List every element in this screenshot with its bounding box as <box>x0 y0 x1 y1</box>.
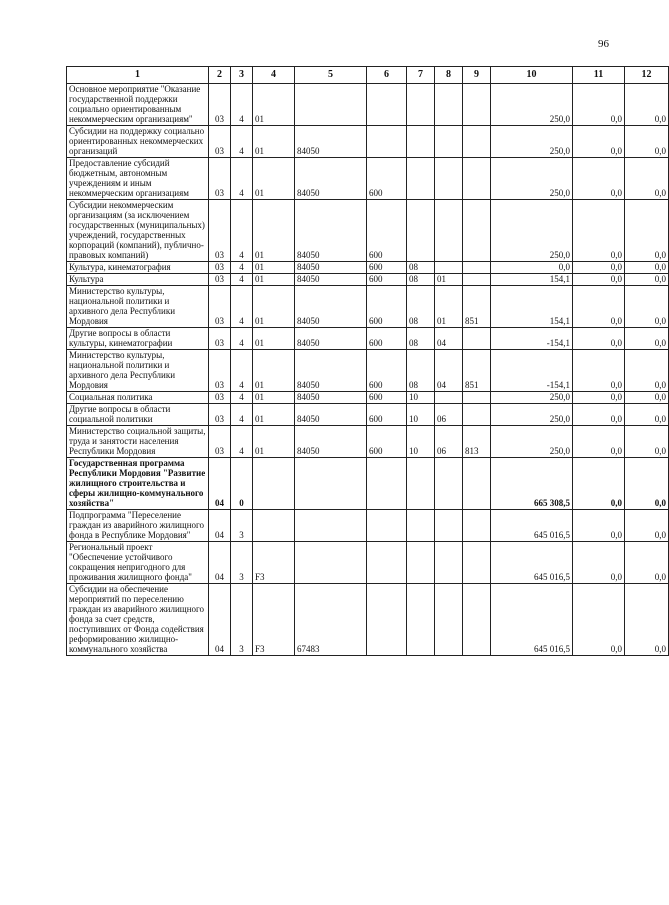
cell-col-11: 0,0 <box>573 274 625 286</box>
cell-col-12: 0,0 <box>625 392 669 404</box>
cell-col-5: 84050 <box>295 126 367 158</box>
row-name: Основное мероприятие "Оказание государственной поддержки социально ориентированным некоммерческим организациям" <box>67 84 209 126</box>
cell-col-5: 84050 <box>295 426 367 458</box>
cell-col-11: 0,0 <box>573 200 625 262</box>
cell-col-10: 250,0 <box>491 404 573 426</box>
header-cell: 6 <box>367 67 407 84</box>
cell-col-4: 01 <box>253 404 295 426</box>
cell-col-8 <box>435 584 463 656</box>
header-cell: 8 <box>435 67 463 84</box>
cell-col-12: 0,0 <box>625 274 669 286</box>
cell-col-5: 67483 <box>295 584 367 656</box>
cell-col-12: 0,0 <box>625 158 669 200</box>
cell-col-11: 0,0 <box>573 404 625 426</box>
cell-col-9 <box>463 510 491 542</box>
row-name: Субсидии некоммерческим организациям (за исключением государственных (муниципальных) учреждений, государственных корпораций (компаний), публично-правовых компаний) <box>67 200 209 262</box>
cell-col-6 <box>367 584 407 656</box>
cell-col-7 <box>407 158 435 200</box>
cell-col-8 <box>435 542 463 584</box>
row-name: Другие вопросы в области культуры, кинематографии <box>67 328 209 350</box>
cell-col-12: 0,0 <box>625 510 669 542</box>
cell-col-11: 0,0 <box>573 350 625 392</box>
cell-col-3: 4 <box>231 126 253 158</box>
cell-col-10: 645 016,5 <box>491 510 573 542</box>
row-name: Государственная программа Республики Мордовия "Развитие жилищного строительства и сферы жилищно-коммунального хозяйства" <box>67 458 209 510</box>
cell-col-7 <box>407 584 435 656</box>
budget-table <box>66 66 669 656</box>
header-cell: 12 <box>625 67 669 84</box>
cell-col-5: 84050 <box>295 158 367 200</box>
cell-col-2: 04 <box>209 584 231 656</box>
cell-col-6 <box>367 126 407 158</box>
table-row <box>67 126 669 158</box>
row-name: Культура <box>67 274 209 286</box>
cell-col-10: 250,0 <box>491 392 573 404</box>
cell-col-3: 4 <box>231 262 253 274</box>
cell-col-2: 03 <box>209 350 231 392</box>
cell-col-6: 600 <box>367 404 407 426</box>
cell-col-8: 01 <box>435 274 463 286</box>
cell-col-10: 250,0 <box>491 158 573 200</box>
row-name: Министерство культуры, национальной политики и архивного дела Республики Мордовия <box>67 286 209 328</box>
cell-col-10: 250,0 <box>491 126 573 158</box>
table-row <box>67 262 669 274</box>
cell-col-7 <box>407 510 435 542</box>
cell-col-2: 03 <box>209 426 231 458</box>
cell-col-12: 0,0 <box>625 286 669 328</box>
cell-col-7 <box>407 126 435 158</box>
cell-col-7: 08 <box>407 274 435 286</box>
cell-col-2: 03 <box>209 404 231 426</box>
cell-col-6: 600 <box>367 286 407 328</box>
cell-col-7: 10 <box>407 404 435 426</box>
cell-col-10: -154,1 <box>491 350 573 392</box>
cell-col-9 <box>463 392 491 404</box>
cell-col-11: 0,0 <box>573 584 625 656</box>
header-cell: 2 <box>209 67 231 84</box>
cell-col-5 <box>295 510 367 542</box>
cell-col-5 <box>295 84 367 126</box>
table-row <box>67 392 669 404</box>
cell-col-2: 03 <box>209 262 231 274</box>
cell-col-2: 03 <box>209 84 231 126</box>
header-cell: 11 <box>573 67 625 84</box>
cell-col-6 <box>367 84 407 126</box>
cell-col-4: 01 <box>253 84 295 126</box>
cell-col-9 <box>463 200 491 262</box>
cell-col-6 <box>367 510 407 542</box>
cell-col-8 <box>435 262 463 274</box>
header-cell: 4 <box>253 67 295 84</box>
row-name: Региональный проект "Обеспечение устойчивого сокращения непригодного для проживания жилищного фонда" <box>67 542 209 584</box>
cell-col-10: -154,1 <box>491 328 573 350</box>
cell-col-9: 813 <box>463 426 491 458</box>
header-cell: 1 <box>67 67 209 84</box>
cell-col-5: 84050 <box>295 262 367 274</box>
header-cell: 9 <box>463 67 491 84</box>
cell-col-7: 08 <box>407 262 435 274</box>
cell-col-3: 4 <box>231 328 253 350</box>
cell-col-7 <box>407 458 435 510</box>
cell-col-3: 4 <box>231 392 253 404</box>
table-header-row <box>67 67 669 84</box>
cell-col-5: 84050 <box>295 200 367 262</box>
cell-col-10: 250,0 <box>491 200 573 262</box>
cell-col-12: 0,0 <box>625 262 669 274</box>
cell-col-3: 3 <box>231 510 253 542</box>
cell-col-8: 04 <box>435 328 463 350</box>
table-body <box>67 84 669 656</box>
cell-col-9 <box>463 262 491 274</box>
header-cell: 7 <box>407 67 435 84</box>
cell-col-8 <box>435 458 463 510</box>
cell-col-8: 04 <box>435 350 463 392</box>
cell-col-11: 0,0 <box>573 286 625 328</box>
cell-col-11: 0,0 <box>573 426 625 458</box>
cell-col-10: 0,0 <box>491 262 573 274</box>
cell-col-11: 0,0 <box>573 126 625 158</box>
cell-col-11: 0,0 <box>573 542 625 584</box>
table-row <box>67 542 669 584</box>
cell-col-7: 08 <box>407 328 435 350</box>
cell-col-11: 0,0 <box>573 158 625 200</box>
cell-col-8 <box>435 200 463 262</box>
cell-col-4: 01 <box>253 126 295 158</box>
table-row <box>67 274 669 286</box>
cell-col-2: 03 <box>209 200 231 262</box>
cell-col-5: 84050 <box>295 286 367 328</box>
table-row <box>67 158 669 200</box>
cell-col-4: 01 <box>253 426 295 458</box>
cell-col-6: 600 <box>367 426 407 458</box>
cell-col-10: 645 016,5 <box>491 584 573 656</box>
cell-col-9 <box>463 126 491 158</box>
cell-col-3: 0 <box>231 458 253 510</box>
cell-col-5 <box>295 542 367 584</box>
cell-col-6: 600 <box>367 392 407 404</box>
cell-col-7 <box>407 200 435 262</box>
cell-col-6 <box>367 458 407 510</box>
cell-col-6: 600 <box>367 274 407 286</box>
row-name: Министерство социальной защиты, труда и занятости населения Республики Мордовия <box>67 426 209 458</box>
cell-col-11: 0,0 <box>573 84 625 126</box>
cell-col-5: 84050 <box>295 404 367 426</box>
cell-col-2: 04 <box>209 510 231 542</box>
cell-col-9 <box>463 158 491 200</box>
cell-col-5: 84050 <box>295 392 367 404</box>
table-row <box>67 584 669 656</box>
cell-col-10: 665 308,5 <box>491 458 573 510</box>
cell-col-2: 03 <box>209 126 231 158</box>
cell-col-3: 4 <box>231 200 253 262</box>
cell-col-7: 08 <box>407 350 435 392</box>
cell-col-9 <box>463 584 491 656</box>
table-row <box>67 328 669 350</box>
cell-col-7: 10 <box>407 392 435 404</box>
cell-col-7 <box>407 542 435 584</box>
cell-col-5: 84050 <box>295 328 367 350</box>
cell-col-10: 154,1 <box>491 274 573 286</box>
cell-col-6: 600 <box>367 200 407 262</box>
cell-col-3: 3 <box>231 584 253 656</box>
row-name: Социальная политика <box>67 392 209 404</box>
cell-col-12: 0,0 <box>625 426 669 458</box>
row-name: Культура, кинематография <box>67 262 209 274</box>
cell-col-4: 01 <box>253 274 295 286</box>
cell-col-11: 0,0 <box>573 328 625 350</box>
cell-col-2: 03 <box>209 328 231 350</box>
cell-col-2: 03 <box>209 392 231 404</box>
cell-col-4 <box>253 510 295 542</box>
row-name: Подпрограмма "Переселение граждан из аварийного жилищного фонда в Республике Мордовия" <box>67 510 209 542</box>
cell-col-10: 645 016,5 <box>491 542 573 584</box>
cell-col-8 <box>435 126 463 158</box>
cell-col-5 <box>295 458 367 510</box>
cell-col-11: 0,0 <box>573 458 625 510</box>
cell-col-11: 0,0 <box>573 392 625 404</box>
cell-col-12: 0,0 <box>625 458 669 510</box>
table-row <box>67 286 669 328</box>
cell-col-12: 0,0 <box>625 542 669 584</box>
cell-col-10: 250,0 <box>491 84 573 126</box>
cell-col-8 <box>435 510 463 542</box>
cell-col-9 <box>463 542 491 584</box>
cell-col-11: 0,0 <box>573 510 625 542</box>
cell-col-12: 0,0 <box>625 126 669 158</box>
cell-col-12: 0,0 <box>625 350 669 392</box>
cell-col-4: 01 <box>253 200 295 262</box>
cell-col-3: 4 <box>231 84 253 126</box>
cell-col-10: 154,1 <box>491 286 573 328</box>
cell-col-6: 600 <box>367 328 407 350</box>
cell-col-12: 0,0 <box>625 584 669 656</box>
row-name: Другие вопросы в области социальной политики <box>67 404 209 426</box>
header-cell: 5 <box>295 67 367 84</box>
cell-col-5: 84050 <box>295 274 367 286</box>
table-row <box>67 458 669 510</box>
table-row <box>67 200 669 262</box>
cell-col-4: 01 <box>253 350 295 392</box>
cell-col-12: 0,0 <box>625 404 669 426</box>
cell-col-4 <box>253 458 295 510</box>
cell-col-4: 01 <box>253 286 295 328</box>
cell-col-8: 01 <box>435 286 463 328</box>
cell-col-2: 03 <box>209 158 231 200</box>
cell-col-9 <box>463 274 491 286</box>
page-number: 96 <box>598 38 609 50</box>
cell-col-4: 01 <box>253 328 295 350</box>
cell-col-4: 01 <box>253 158 295 200</box>
table-row <box>67 84 669 126</box>
cell-col-8: 06 <box>435 426 463 458</box>
cell-col-8 <box>435 392 463 404</box>
cell-col-8: 06 <box>435 404 463 426</box>
row-name: Предоставление субсидий бюджетным, автономным учреждениям и иным некоммерческим организациям <box>67 158 209 200</box>
header-cell: 3 <box>231 67 253 84</box>
table-row <box>67 404 669 426</box>
cell-col-12: 0,0 <box>625 84 669 126</box>
cell-col-2: 04 <box>209 542 231 584</box>
cell-col-12: 0,0 <box>625 328 669 350</box>
cell-col-3: 3 <box>231 542 253 584</box>
cell-col-6: 600 <box>367 262 407 274</box>
cell-col-6: 600 <box>367 350 407 392</box>
cell-col-6: 600 <box>367 158 407 200</box>
cell-col-2: 04 <box>209 458 231 510</box>
cell-col-10: 250,0 <box>491 426 573 458</box>
row-name: Субсидии на обеспечение мероприятий по переселению граждан из аварийного жилищного фонда за счет средств, поступивших от Фонда содействия реформированию жилищно-коммунального хозяйства <box>67 584 209 656</box>
cell-col-9: 851 <box>463 286 491 328</box>
cell-col-5: 84050 <box>295 350 367 392</box>
cell-col-7: 08 <box>407 286 435 328</box>
cell-col-12: 0,0 <box>625 200 669 262</box>
cell-col-9 <box>463 404 491 426</box>
cell-col-8 <box>435 158 463 200</box>
cell-col-2: 03 <box>209 286 231 328</box>
table-row <box>67 350 669 392</box>
row-name: Министерство культуры, национальной политики и архивного дела Республики Мордовия <box>67 350 209 392</box>
cell-col-7 <box>407 84 435 126</box>
cell-col-3: 4 <box>231 274 253 286</box>
cell-col-3: 4 <box>231 158 253 200</box>
cell-col-8 <box>435 84 463 126</box>
cell-col-4: 01 <box>253 262 295 274</box>
cell-col-9 <box>463 84 491 126</box>
row-name: Субсидии на поддержку социально ориентированных некоммерческих организаций <box>67 126 209 158</box>
cell-col-9 <box>463 458 491 510</box>
cell-col-3: 4 <box>231 404 253 426</box>
cell-col-4: F3 <box>253 542 295 584</box>
cell-col-7: 10 <box>407 426 435 458</box>
header-cell: 10 <box>491 67 573 84</box>
cell-col-9 <box>463 328 491 350</box>
cell-col-9: 851 <box>463 350 491 392</box>
table-row <box>67 510 669 542</box>
cell-col-3: 4 <box>231 286 253 328</box>
cell-col-11: 0,0 <box>573 262 625 274</box>
cell-col-4: 01 <box>253 392 295 404</box>
cell-col-4: F3 <box>253 584 295 656</box>
cell-col-3: 4 <box>231 426 253 458</box>
cell-col-6 <box>367 542 407 584</box>
cell-col-2: 03 <box>209 274 231 286</box>
cell-col-3: 4 <box>231 350 253 392</box>
table-row <box>67 426 669 458</box>
